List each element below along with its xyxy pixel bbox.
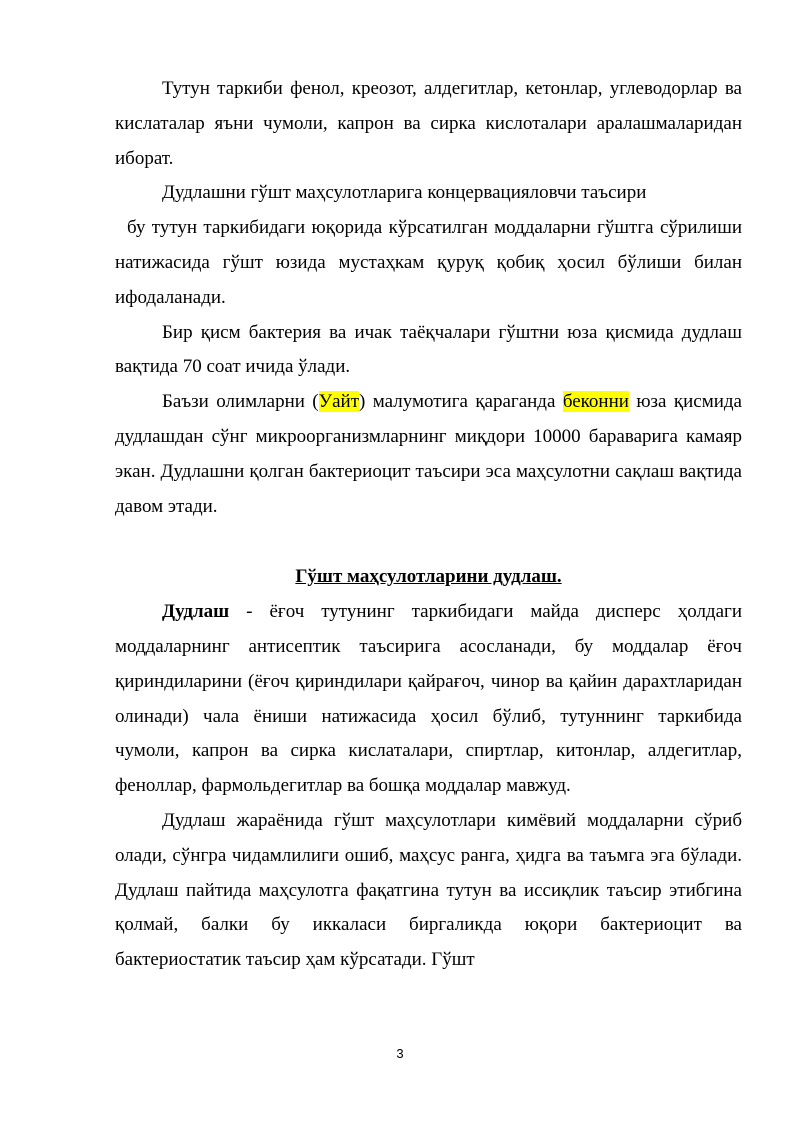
- paragraph-bacteria-die: Бир қисм бактерия ва ичак таёқчалари гўштни юза қисмида дудлаш вақтида 70 соат ичида ўлади.: [115, 321, 742, 378]
- paragraph-text-segment: ) малумотига қараганда: [359, 391, 563, 413]
- section-heading: Гўшт маҳсулотларини дудлаш.: [295, 566, 562, 588]
- paragraph-smoking-definition: [115, 595, 742, 804]
- document-page: [115, 72, 742, 978]
- paragraph-smoke-composition: Тутун таркиби фенол, креозот, алдегитлар, кетонлар, углеводорлар ва кислаталар яъни чумоли, капрон ва сирка кислоталари аралашмаларидан иборат.: [115, 78, 742, 169]
- paragraph-text-segment: Баъзи олимларни (: [162, 391, 319, 413]
- paragraph-scientists-data: [115, 385, 742, 524]
- paragraph-text-segment: - ёғоч тутунинг таркибидаги майда дисперс ҳолдаги моддаларнинг антисептик таъсирига асосланади, бу моддалар ёғоч қириндиларини (ёғоч қириндилари қайрағоч, чинор ва қайин дарахтларидан олинади) чала ёниши натижасида ҳосил бўлиб, тутуннинг таркибида чумоли, капрон ва сирка кислаталари, спиртлар, китонлар, алдегитлар, феноллар, фармольдегитлар ва бошқа моддалар мавжуд.: [115, 601, 742, 797]
- highlighted-term-white: Уайт: [318, 391, 359, 413]
- paragraph-smoking-process: Дудлаш жараёнида гўшт маҳсулотлари кимёвий моддаларни сўриб олади, сўнгра чидамлилиги ошиб, маҳсус ранга, ҳидга ва таъмга эга бўлади. Дудлаш пайтида маҳсулотга фақатгина тутун ва иссиқлик таъсир этибгина қолмай, балки бу иккаласи биргаликда юқори бактериоцит ва бактериостатик таъсир ҳам кўрсатади. Гўшт: [115, 809, 742, 971]
- paragraph-preservation-effect: бу тутун таркибидаги юқорида кўрсатилган моддаларни гўштга сўрилиши натижасида гўшт юзида мустаҳкам қуруқ қобиқ ҳосил бўлиши билан ифодаланади.: [115, 217, 742, 308]
- page-number: 3: [396, 1046, 404, 1061]
- paragraph-text-segment: юза қисмида дудлашдан сўнг микроорганизмларнинг миқдори 10000 бараварига камаяр экан. Дудлашни қолган бактериоцит таъсири эса маҳсулотни сақлаш вақтида давом этади.: [115, 391, 742, 517]
- defined-term: Дудлаш: [162, 601, 230, 623]
- paragraph-preservation-effect-intro: Дудлашни гўшт маҳсулотларига концервацияловчи таъсири: [162, 182, 647, 204]
- highlighted-term-bacon: беконни: [562, 391, 629, 413]
- section-spacer: [115, 524, 742, 560]
